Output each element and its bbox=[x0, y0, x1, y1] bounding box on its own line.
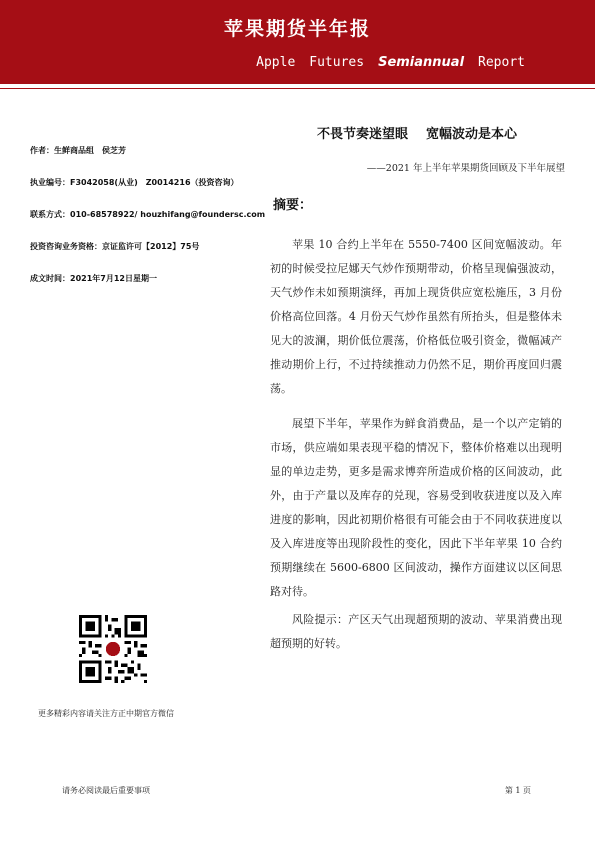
report-series-title-en bbox=[256, 55, 525, 70]
meta-license: 执业编号：F3042058(从业) Z0014216（投资咨询） bbox=[30, 178, 239, 187]
meta-contact: 联系方式：010-68578922/ houzhifang@foundersc.com bbox=[30, 210, 266, 219]
title-en-word: Futures bbox=[309, 55, 365, 70]
report-title: 不畏节奏迷望眼 宽幅波动是本心 bbox=[316, 127, 518, 142]
meta-author: 作者：生鲜商品组 侯芝芳 bbox=[30, 146, 126, 155]
risk-paragraph: 风险提示：产区天气出现超预期的波动、苹果消费出现超预期的好转。 bbox=[270, 613, 562, 650]
page-number: 第 1 页 bbox=[504, 786, 531, 795]
title-en-word: Apple bbox=[256, 55, 296, 70]
abstract-paragraph: 展望下半年，苹果作为鲜食消费品，是一个以产定销的市场，供应端如果表现平稳的情况下，整体价格难以出现明显的单边走势，更多是需求博弈所造成价格的区间波动，此外，由于产量以及库存的兑现，容易受到收获进度以及入库进度的影响，因此初期价格很有可能会由于不同收获进度以及入库进度等出现阶段性的变化，因此下半年苹果 10 合约预期继续在 5600-6800 区间波动，操作方面建议以区间思路对待。 bbox=[270, 417, 562, 598]
report-series-title: 苹果期货半年报 bbox=[223, 18, 371, 40]
abstract-paragraph: 苹果 10 合约上半年在 5550-7400 区间宽幅波动。年初的时候受拉尼娜天气炒作预期带动，价格呈现偏强波动，天气炒作未如预期演绎，再加上现货供应宽松施压，3 月份价格高位回落。4 月份天气炒作虽然有所抬头，但是整体未见大的波澜，期价低位震荡，价格低位吸引资金，微幅减产推动期价上行，不过持续推动力仍然不足，期价再度回归震荡。 bbox=[270, 238, 562, 395]
qr-caption: 更多精彩内容请关注方正中期官方微信 bbox=[38, 709, 174, 718]
header-divider bbox=[0, 88, 595, 89]
qr-code-icon[interactable] bbox=[79, 615, 147, 683]
meta-qualification: 投资咨询业务资格：京证监许可【2012】75号 bbox=[30, 242, 200, 251]
footer-disclaimer: 请务必阅读最后重要事项 bbox=[62, 786, 150, 795]
meta-date: 成文时间：2021年7月12日星期一 bbox=[30, 274, 157, 283]
author-info bbox=[30, 146, 266, 306]
header-banner bbox=[0, 0, 595, 84]
title-en-word: Semiannual bbox=[378, 55, 465, 70]
title-en-word: Report bbox=[478, 55, 525, 70]
abstract-heading: 摘要： bbox=[273, 198, 313, 213]
report-subtitle: ——2021 年上半年苹果期货回顾及下半年展望 bbox=[366, 163, 565, 174]
